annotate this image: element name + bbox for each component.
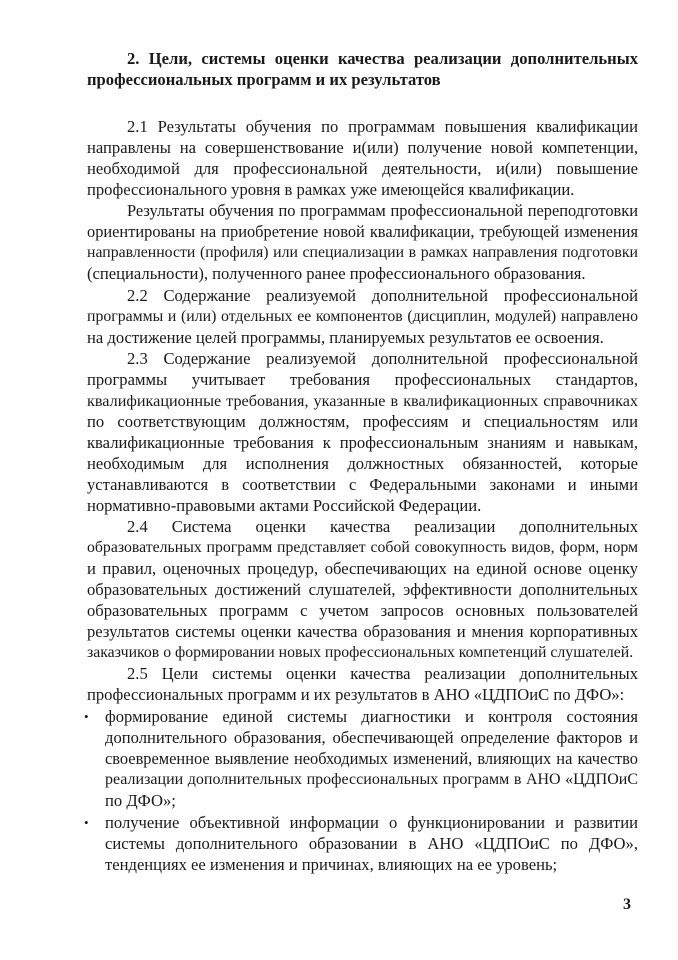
paragraph-2-1-line: направлены на совершенствование и(или) получение новой компетенции, — [87, 138, 638, 157]
paragraph-2-2-line: 2.2 Содержание реализуемой дополнительной профессиональной — [127, 286, 638, 305]
paragraph-2-4-line: и правил, оценочных процедур, обеспечивающих на единой основе оценку — [87, 559, 638, 578]
bullet-item-line: получение объективной информации о функционировании и развитии — [105, 813, 638, 832]
paragraph-2-2-line: программы и (или) отдельных ее компонентов (дисциплин, модулей) направлено — [87, 308, 638, 325]
paragraph-2-3-line: по соответствующим должностям, профессиям и специальностям или — [87, 412, 638, 431]
paragraph-2-2-line: на достижение целей программы, планируемых результатов ее освоения. — [87, 328, 604, 347]
paragraph-2-4-line: 2.4 Система оценки качества реализации дополнительных — [127, 517, 638, 536]
paragraph-2-4-line: образовательных программ представляет собой совокупность видов, форм, норм — [87, 539, 638, 556]
paragraph-2-4-line: образовательных программ с учетом запросов основных пользователей — [87, 601, 638, 620]
paragraph-2-5-line: 2.5 Цели системы оценки качества реализации дополнительных — [127, 664, 638, 683]
bullet-item-line: системы дополнительного образовании в АНО «ЦДПОиС по ДФО», — [105, 834, 638, 853]
paragraph-2-3-line: программы учитывает требования профессиональных стандартов, — [87, 370, 638, 389]
section-heading-line-2: профессиональных программ и их результатов — [87, 70, 441, 89]
bullet-icon: • — [84, 815, 89, 830]
bullet-icon: • — [84, 709, 89, 724]
section-heading-line-1: 2. Цели, системы оценки качества реализации дополнительных — [127, 49, 638, 68]
paragraph-2-4-line: результатов системы оценки качества образования и мнения корпоративных — [87, 622, 638, 641]
bullet-item-line: тенденциях ее изменения и причинах, влияющих на ее уровень; — [105, 855, 558, 874]
paragraph-2-1b-line: (специальности), полученного ранее профессионального образования. — [87, 264, 586, 283]
paragraph-2-4-line: заказчиков о формировании новых профессиональных компетенций слушателей. — [87, 644, 634, 661]
page-number: 3 — [623, 896, 631, 913]
bullet-item-line: дополнительного образования, обеспечивающей определение факторов и — [105, 728, 638, 747]
bullet-item-line: формирование единой системы диагностики и контроля состояния — [105, 707, 638, 726]
paragraph-2-1b-line: Результаты обучения по программам профессиональной переподготовки — [127, 201, 638, 220]
paragraph-2-1b-line: ориентированы на приобретение новой квалификации, требующей изменения — [87, 222, 638, 241]
paragraph-2-3-line: 2.3 Содержание реализуемой дополнительной профессиональной — [127, 349, 638, 368]
paragraph-2-3-line: необходимым для исполнения должностных обязанностей, которые — [87, 454, 638, 473]
paragraph-2-1b-line: направленности (профиля) или специализации в рамках направления подготовки — [87, 244, 638, 261]
paragraph-2-1-line: профессионального уровня в рамках уже имеющейся квалификации. — [87, 180, 575, 199]
paragraph-2-1-line: 2.1 Результаты обучения по программам повышения квалификации — [127, 117, 638, 136]
paragraph-2-5-line: профессиональных программ и их результатов в АНО «ЦДПОиС по ДФО»: — [87, 685, 625, 704]
paragraph-2-3-line: устанавливаются в соответствии с Федеральными законами и иными — [87, 475, 638, 494]
paragraph-2-3-line: квалификационные требования, указанные в квалификационных справочниках — [87, 392, 638, 410]
paragraph-2-1-line: необходимой для профессиональной деятельности, и(или) повышение — [87, 159, 638, 178]
paragraph-2-3-line: нормативно-правовыми актами Российской Федерации. — [87, 496, 482, 515]
bullet-item-line: своевременное выявление необходимых изменений, влияющих на качество — [105, 749, 638, 768]
paragraph-2-3-line: квалификационные требования к профессиональным знаниям и навыкам, — [87, 433, 638, 452]
bullet-item-line: реализации дополнительных профессиональных программ в АНО «ЦДПОиС — [105, 771, 638, 788]
bullet-item-line: по ДФО»; — [105, 791, 176, 810]
paragraph-2-4-line: образовательных достижений слушателей, эффективности дополнительных — [87, 580, 638, 599]
